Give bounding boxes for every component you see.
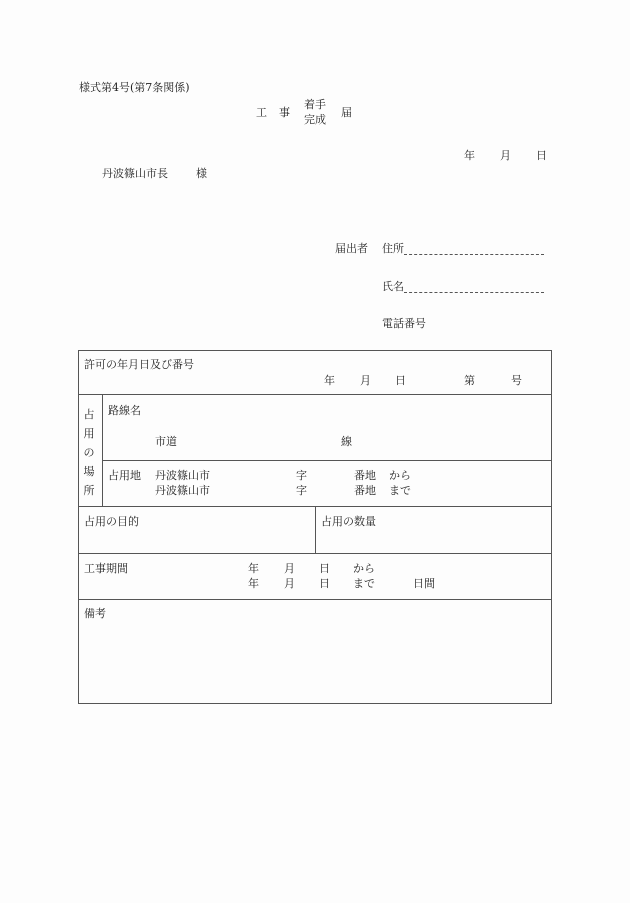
period-month-2: 月 <box>284 577 295 590</box>
form-number: 様式第4号(第7条関係) <box>79 81 190 94</box>
phone-label: 電話番号 <box>382 317 426 330</box>
site-range-2: まで <box>389 484 411 497</box>
period-label: 工事期間 <box>84 562 128 575</box>
period-year-1: 年 <box>248 562 259 575</box>
remarks-label: 備考 <box>84 607 106 620</box>
site-banchi-2: 番地 <box>354 484 376 497</box>
purpose-label: 占用の目的 <box>84 515 139 528</box>
address-label: 住所 <box>382 242 404 255</box>
name-field[interactable] <box>404 282 544 293</box>
divider <box>315 506 316 553</box>
site-city-2: 丹波篠山市 <box>155 484 210 497</box>
permit-dai: 第 <box>464 374 475 387</box>
site-aza-1: 字 <box>296 469 307 482</box>
route-label: 路線名 <box>108 404 141 417</box>
permit-month: 月 <box>360 374 371 387</box>
location-vertical-label: 占用の場所 <box>83 408 95 497</box>
name-label: 氏名 <box>382 280 404 293</box>
address-row <box>382 242 544 255</box>
divider <box>78 394 552 395</box>
route-suffix: 線 <box>341 435 352 448</box>
permit-label: 許可の年月日及び番号 <box>84 358 194 371</box>
addressee-honorific: 様 <box>196 167 207 180</box>
site-banchi-1: 番地 <box>354 469 376 482</box>
route-prefix: 市道 <box>155 435 177 448</box>
site-label: 占用地 <box>108 469 141 482</box>
permit-day: 日 <box>395 374 406 387</box>
site-aza-2: 字 <box>296 484 307 497</box>
title-char-2: 事 <box>279 106 290 119</box>
divider <box>102 460 552 461</box>
period-day-1: 日 <box>319 562 330 575</box>
period-range-1: から <box>353 562 375 575</box>
title-suffix: 届 <box>341 106 352 119</box>
period-year-2: 年 <box>248 577 259 590</box>
site-range-1: から <box>389 469 411 482</box>
permit-go: 号 <box>511 374 522 387</box>
date-year: 年 <box>464 149 475 162</box>
address-field[interactable] <box>404 244 544 255</box>
divider <box>78 599 552 600</box>
applicant-label: 届出者 <box>335 242 368 255</box>
title-option-complete: 完成 <box>304 113 326 126</box>
period-month-1: 月 <box>284 562 295 575</box>
date-month: 月 <box>500 149 511 162</box>
date-day: 日 <box>536 149 547 162</box>
title-option-start: 着手 <box>304 98 326 111</box>
site-city-1: 丹波篠山市 <box>155 469 210 482</box>
name-row <box>382 280 544 293</box>
title-char-1: 工 <box>256 106 267 119</box>
period-days: 日間 <box>413 577 435 590</box>
period-range-2: まで <box>353 577 375 590</box>
divider <box>78 553 552 554</box>
quantity-label: 占用の数量 <box>321 515 376 528</box>
permit-year: 年 <box>324 374 335 387</box>
addressee-name: 丹波篠山市長 <box>102 167 168 180</box>
period-day-2: 日 <box>319 577 330 590</box>
divider <box>102 394 103 506</box>
